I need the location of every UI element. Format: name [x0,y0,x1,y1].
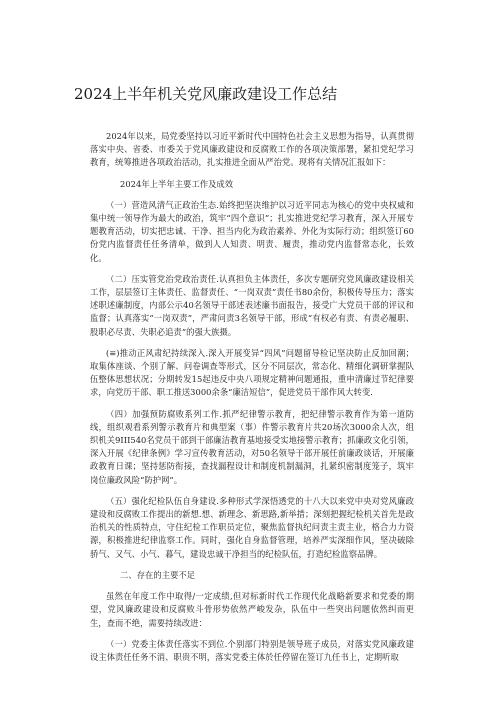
section-heading-main-work: 2024年上半年主要工作及成效 [120,178,234,189]
paragraph-shortcoming-1: （一）党委主体责任落实不到位.个别部门特别是领导班子成员，对落实党风廉政建设主体责任任务不消、职贵不明，落实党委主体於任停留在签订九任书上，定期听取 [90,638,414,662]
paragraph-item-4: （四）加强预防腐败系列工作.抓严纪律警示教育，把纪律警示教育作为第一道防线，组织观看系列警示教育片和典型案（事）件警示教育片共20场次3000余人次，组织机关9III540名党员干部到干部廉洁教育基地接受实地接警示教育；抓廉政文化引领，深入开展《纪律条例》学习宣传教育活动，对50名领导干部开展任前廉政谈话，开展廉政教育日课；坚持惩防衔接，查找漏程设计和制度机制漏洞，扎紧织密制度笼子，筑牢岗位廉政风险“防护网”。 [90,408,414,485]
paragraph-item-5: （五）强化纪检队伍自身建设.多种形式学深悟透党的十八大以来党中央对党风廉政建设和反腐败工作提出的新想.想、新理念、新思路,新举措；深刻把握纪检机关首先是政治机关的性质特点，守住纪检工作职员定位，聚焦监督执纪问责主责主业，格合力力资源，积极推进纪律监察工作。同时，强化自身监督管理，培养严实深细作风，坚决破除骄气、又气、小气、暮气，建设忠诚干净担当的纪检队伍，打造纪检监察品牌。 [90,495,414,559]
section-heading-shortcomings: 二、存在的主要不足 [120,569,196,580]
document-body [90,130,414,672]
paragraph-intro: 2024年以来，局党委坚持以习近平新时代中国特色社会主义思想为指导，认真贯彻落实中央、省委、市委关于党风廉政建设和反腐败工作的各项决策部署，紧扣党纪学习教育，统筹推进各项政治活动，扎实推进全面从严治党。现将有关情况汇报如下： [90,131,414,168]
paragraph-shortcomings-intro: 虽然在年度工作中取得/一定成绩,但对标新时代工作现代化战略新要求和党委的期望，党风廉政建设和反腐败斗骨形势依然严峻发杂，队伍中一些突出问题依然纠而更生，查而不绝，需要持续改进： [90,591,414,628]
paragraph-item-3: (≡)推动正风肃纪持续深入.深入开展变异“四风”问题留导检记坚决防止反加回潮；取集体座谈、个别了解、问卷调查等形式，区分不同层次，常态化、精细化调研掌握队伍整体思想状况；分期转发15起违反中央八项规定精神问题通报，重申清廉过节纪律要求，向党历干部、职工推送3000余条“廉洁短信”，促进党员干部作风大转变. [90,347,414,398]
document-title: 2024上半年机关党风廉政建设工作总结 [74,85,338,104]
paragraph-item-1: （一）营造风清气正政治生态.始终把坚决维护以习近平同志为核心的党中央权威和集中统一领导作为最大的政治，筑牢“四个意识”；扎实推进党纪学习教育，深入开展专题教育活动，切实把忠诚、干净、担当内化为政治素养、外化为实际行动；组织签订60份党内监督责任任务清单，做到人人知责、明责、履责，推动党内监督常态化，长效化。 [90,199,414,263]
paragraph-item-2: （二）压实管党治党政治责任.认真担负主体责任，多次专题研究党风廉政建设相关工作，层层签订主体责任、监督责任、“一岗双责”责任书80余份，积极传导压力；落实述职述廉制度，内部公示40名领导干部述表述廉书面报告，接受广大党员干部的评议和监督；认真落实“一岗双责”，严肃问责3名领导干部，形成“有权必有责、有责必履职、股职必尽责、失职必追责”的强大族摄。 [90,273,414,337]
